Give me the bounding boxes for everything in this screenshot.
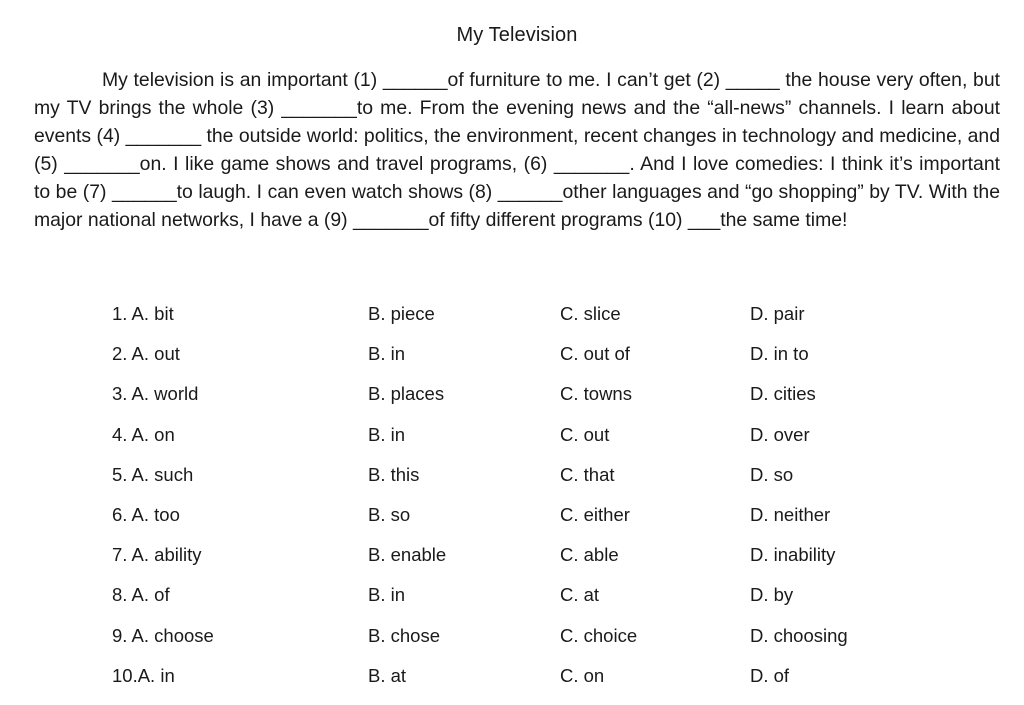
option-a: 5. A. such bbox=[112, 463, 194, 485]
option-c: C. out bbox=[560, 423, 610, 445]
option-c: C. out of bbox=[560, 343, 630, 365]
option-a: 1. A. bit bbox=[112, 303, 174, 324]
option-a: 9. A. choose bbox=[112, 624, 214, 646]
option-b: B. at bbox=[368, 664, 407, 686]
option-c: C. slice bbox=[560, 303, 621, 324]
question-row bbox=[112, 303, 972, 343]
question-row bbox=[112, 343, 972, 383]
option-a: 3. A. world bbox=[112, 383, 199, 405]
question-row bbox=[112, 464, 972, 504]
question-row bbox=[112, 544, 972, 584]
option-b: B. in bbox=[368, 584, 406, 606]
option-a: 2. A. out bbox=[112, 343, 180, 365]
document-title: My Television bbox=[456, 24, 578, 46]
option-a: 4. A. on bbox=[112, 423, 175, 445]
option-d: D. so bbox=[750, 463, 794, 485]
question-row bbox=[112, 625, 972, 665]
option-c: C. either bbox=[560, 503, 630, 525]
question-row bbox=[112, 584, 972, 624]
option-d: D. pair bbox=[750, 303, 805, 324]
option-d: D. of bbox=[750, 664, 790, 686]
option-c: C. that bbox=[560, 463, 615, 485]
option-b: B. this bbox=[368, 463, 420, 485]
passage-text: My television is an important (1) ______of furniture to me. I can’t get (2) _____ the house very often, but my TV brings the whole (3) _______to me. From the evening news and the “all-news” channels. I learn about events (4) _______ the outside world: politics, the environment, recent changes in technology and medicine, and (5) _______on. I like game shows and travel programs, (6) _______. And I love comedies: I think it’s important to be (7) ______to laugh. I can even watch shows (8) ______other languages and “go shopping” by TV. With the major national networks, I have a (9) _______of fifty different programs (10) ___the same time! bbox=[34, 69, 1000, 231]
option-b: B. so bbox=[368, 503, 411, 525]
answer-options bbox=[112, 303, 972, 705]
option-c: C. choice bbox=[560, 624, 638, 646]
option-d: D. cities bbox=[750, 383, 816, 405]
option-c: C. towns bbox=[560, 383, 632, 405]
option-b: B. piece bbox=[368, 303, 435, 324]
question-row bbox=[112, 424, 972, 464]
question-row bbox=[112, 383, 972, 423]
option-a: 6. A. too bbox=[112, 503, 180, 525]
option-b: B. chose bbox=[368, 624, 440, 646]
option-d: D. inability bbox=[750, 544, 836, 566]
option-d: D. neither bbox=[750, 503, 831, 525]
option-d: D. choosing bbox=[750, 624, 848, 646]
option-d: D. over bbox=[750, 423, 810, 445]
option-a: 7. A. ability bbox=[112, 544, 202, 566]
option-d: D. in to bbox=[750, 343, 809, 365]
option-a: 10.A. in bbox=[112, 664, 175, 686]
option-d: D. by bbox=[750, 584, 794, 606]
option-b: B. enable bbox=[368, 544, 447, 566]
option-c: C. able bbox=[560, 544, 619, 566]
question-row bbox=[112, 665, 972, 705]
option-c: C. on bbox=[560, 664, 605, 686]
option-b: B. in bbox=[368, 423, 406, 445]
option-a: 8. A. of bbox=[112, 584, 170, 606]
option-b: B. places bbox=[368, 383, 445, 405]
question-row bbox=[112, 504, 972, 544]
option-c: C. at bbox=[560, 584, 600, 606]
option-b: B. in bbox=[368, 343, 406, 365]
